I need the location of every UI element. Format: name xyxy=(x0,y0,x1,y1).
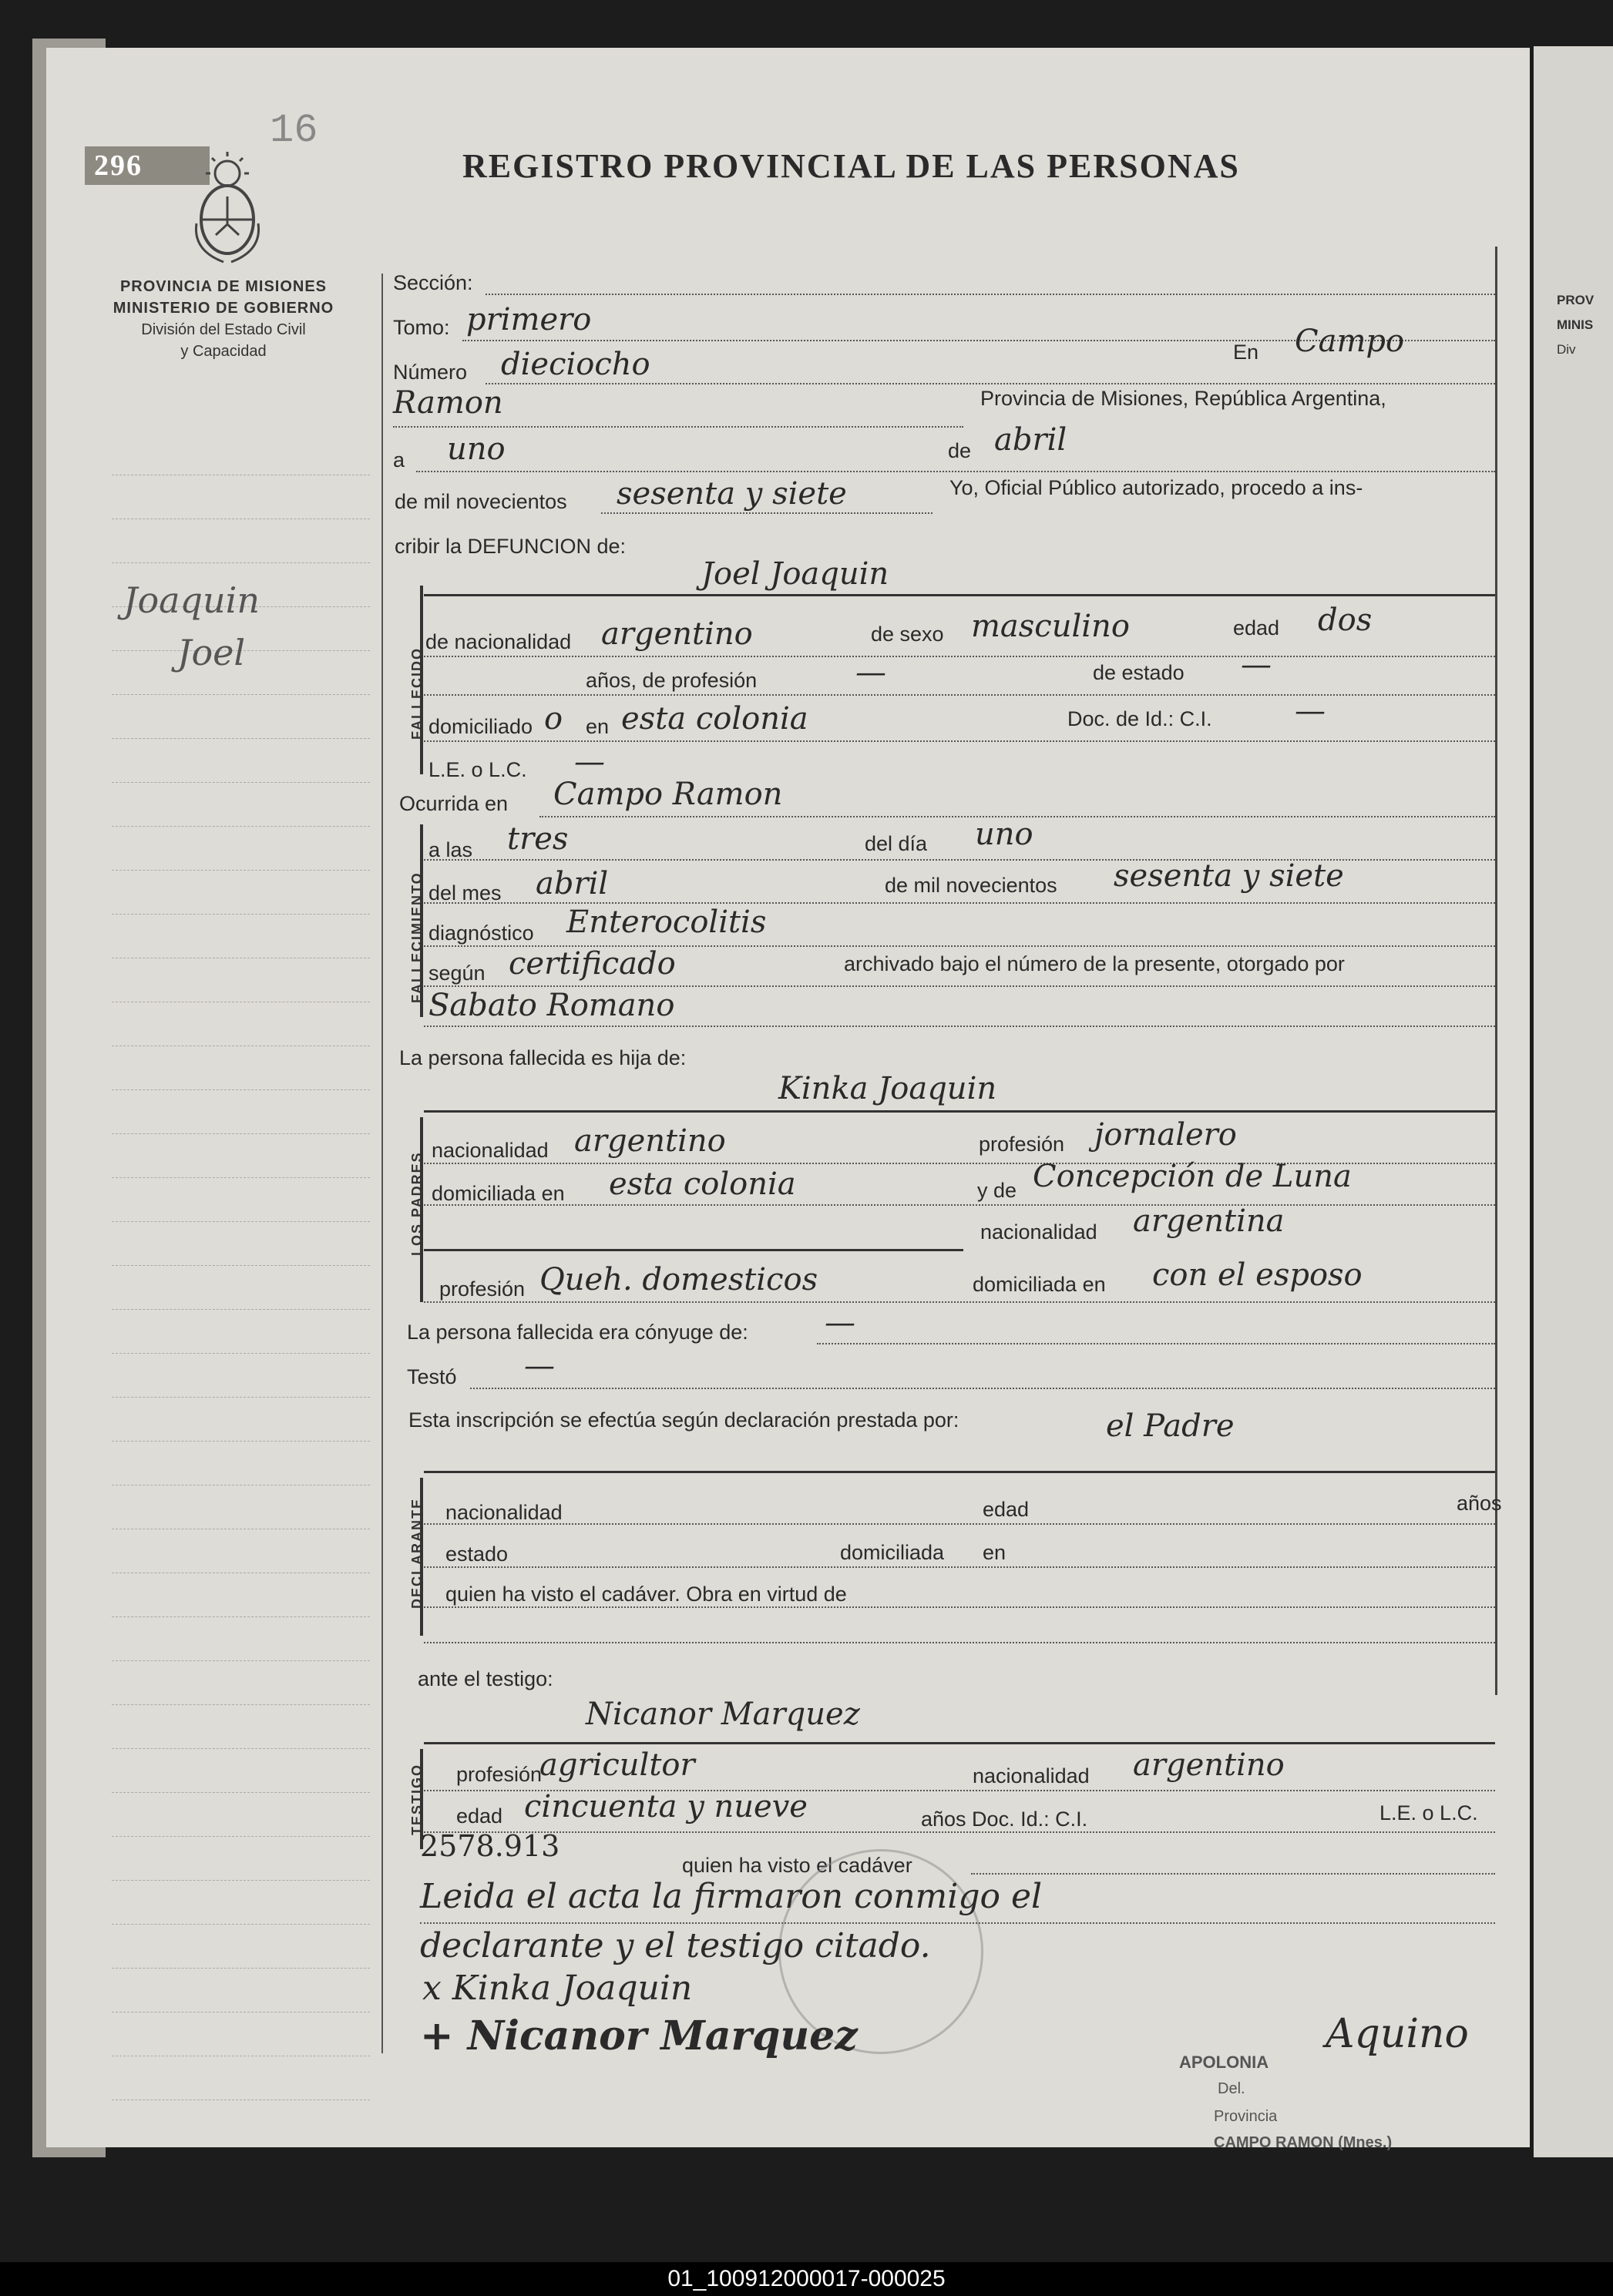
page-number-label: 296 xyxy=(85,146,210,185)
madre-nac-value: argentina xyxy=(1133,1203,1285,1239)
folio-number: 16 xyxy=(270,108,318,153)
a-label: a xyxy=(393,448,405,472)
fallecido-sexo-value: masculino xyxy=(971,609,1130,644)
agency-division: División del Estado Civil xyxy=(141,321,306,338)
anio-line xyxy=(601,512,933,514)
fallecido-nac-line xyxy=(424,655,1495,657)
testo-label: Testó xyxy=(407,1365,457,1388)
next-page-fragment-b: MINIS xyxy=(1557,317,1594,332)
testigo-section-label: TESTIGO xyxy=(409,1763,425,1835)
testigo-nac-value: argentino xyxy=(1133,1747,1285,1783)
agency-capacity: y Capacidad xyxy=(180,343,267,360)
testigo-edad-value: cincuenta y nueve xyxy=(524,1789,808,1824)
tomo-label: Tomo: xyxy=(393,316,450,339)
margin-note-surname: Joaquin xyxy=(123,579,260,621)
fallecido-section-label: FALLECIDO xyxy=(409,647,425,740)
numero-line xyxy=(486,382,1495,384)
seccion-line xyxy=(486,293,1495,295)
padre-dom-line xyxy=(424,1203,1495,1206)
madre-dom-label: domiciliada en xyxy=(973,1273,1106,1296)
madre-name: Concepción de Luna xyxy=(1033,1159,1352,1194)
fallecido-sexo-label: de sexo xyxy=(871,623,944,646)
fallecido-le-value: — xyxy=(574,744,605,780)
closing-line-1-rule xyxy=(420,1922,1495,1924)
segun-label: según xyxy=(428,962,486,985)
stamp-title: Del. xyxy=(1218,2080,1245,2097)
yde-label: y de xyxy=(977,1179,1017,1202)
ocurrida-value: Campo Ramon xyxy=(553,777,783,812)
padres-section xyxy=(409,1117,425,1302)
testigo-prof-label: profesión xyxy=(456,1763,543,1786)
testigo-nac-label: nacionalidad xyxy=(973,1764,1090,1787)
testigo-edad-label: edad xyxy=(456,1804,503,1828)
milnov-label: de mil novecientos xyxy=(395,490,567,513)
padres-intro: La persona fallecida es hija de: xyxy=(399,1046,687,1069)
testigo-edad-line xyxy=(424,1831,1495,1833)
page-title: REGISTRO PROVINCIAL DE LAS PERSONAS xyxy=(462,147,1240,185)
testo-value: — xyxy=(524,1348,555,1384)
dia-value: uno xyxy=(447,431,506,467)
fallecido-name: Joel Joaquin xyxy=(701,556,889,592)
stamp-location: CAMPO RAMON (Mnes.) xyxy=(1214,2134,1393,2151)
agency-province: PROVINCIA DE MISIONES xyxy=(119,278,328,295)
declarante-section-label: DECLARANTE xyxy=(409,1498,425,1609)
fallecido-profesion-value: — xyxy=(855,655,886,690)
stamp-province: Provincia xyxy=(1214,2108,1278,2125)
testigo-visto-label: quien ha visto el cadáver xyxy=(682,1854,912,1877)
mes-value-fallecimiento: abril xyxy=(536,866,609,901)
de-label: de xyxy=(948,439,972,462)
numero-value: dieciocho xyxy=(501,347,650,382)
milnov-label-fallecimiento: de mil novecientos xyxy=(885,874,1057,897)
testigo-prof-value: agricultor xyxy=(539,1747,695,1783)
madre-prof-line xyxy=(424,1301,1495,1303)
fallecimiento-section-label: FALLECIMIENTO xyxy=(409,871,425,1003)
fallecido-en-label: en xyxy=(586,715,610,738)
form-left-rule xyxy=(381,274,383,2053)
testigo-doc-number: 2578.913 xyxy=(420,1829,560,1863)
seccion-label: Sección: xyxy=(393,271,473,294)
padre-prof-value: jornalero xyxy=(1094,1117,1237,1153)
segun-line xyxy=(424,985,1495,987)
diagnostico-value: Enterocolitis xyxy=(566,905,767,940)
declarante-nac-line xyxy=(424,1522,1495,1525)
anio-value: sesenta y siete xyxy=(617,476,847,512)
testo-line xyxy=(470,1387,1495,1389)
testigo-name-line xyxy=(424,1741,1495,1744)
declarante-en-label: en xyxy=(983,1541,1006,1564)
declarante-section xyxy=(409,1478,425,1636)
signature-kinka: x Kinka Joaquin xyxy=(422,1969,693,2008)
fallecido-dom-value: esta colonia xyxy=(621,701,808,737)
padre-nac-value: argentino xyxy=(574,1123,726,1159)
hora-value: tres xyxy=(507,821,569,857)
fallecido-doc-label: Doc. de Id.: C.I. xyxy=(1067,707,1212,730)
padres-section-label: LOS PADRES xyxy=(409,1151,425,1256)
mes-label: del mes xyxy=(428,881,502,905)
conyuge-value: — xyxy=(825,1305,855,1341)
oficial-text: Yo, Oficial Público autorizado, procedo a ins- xyxy=(949,476,1363,499)
medico-value: Sabato Romano xyxy=(428,988,675,1023)
testigo-name: Nicanor Marquez xyxy=(586,1697,860,1732)
declarante-edad-label: edad xyxy=(983,1498,1030,1521)
margin-note-given-name: Joel xyxy=(177,632,246,673)
fallecido-anios-label: años, de profesión xyxy=(586,669,758,692)
image-id-footer: 01_100912000017-000025 xyxy=(0,2262,1613,2296)
archivado-text: archivado bajo el número de la presente, otorgado por xyxy=(844,952,1345,975)
padre-prof-label: profesión xyxy=(979,1133,1065,1156)
declarante-estado-line xyxy=(424,1566,1495,1568)
fallecido-dom-suffix: o xyxy=(544,701,563,737)
testigo-intro: ante el testigo: xyxy=(418,1667,553,1690)
fallecido-name-line xyxy=(424,593,1495,596)
declarante-name-line xyxy=(424,1470,1495,1473)
closing-line-2: declarante y el testigo citado. xyxy=(420,1926,931,1965)
padres-divider-line xyxy=(424,1248,963,1251)
fallecido-dom-label: domiciliado xyxy=(428,715,533,738)
padre-nac-label: nacionalidad xyxy=(432,1139,549,1162)
dia-value-fallecimiento: uno xyxy=(975,817,1033,852)
fallecido-le-label: L.E. o L.C. xyxy=(428,758,527,781)
fallecido-prof-line xyxy=(424,693,1495,696)
fallecimiento-section xyxy=(409,824,425,1017)
fallecido-edad-label: edad xyxy=(1233,616,1280,639)
declarante-estado-label: estado xyxy=(445,1542,509,1566)
madre-nac-label: nacionalidad xyxy=(980,1220,1097,1244)
declarante-anios-label: años xyxy=(1457,1492,1502,1515)
fallecido-section xyxy=(409,586,425,774)
next-page-fragment-c: Div xyxy=(1557,342,1576,357)
declarante-nac-label: nacionalidad xyxy=(445,1501,563,1524)
closing-line-1: Leida el acta la firmaron conmigo el xyxy=(420,1877,1043,1916)
madre-prof-value: Queh. domesticos xyxy=(539,1262,818,1297)
testigo-doc-label: años Doc. Id.: C.I. xyxy=(921,1808,1088,1831)
place-line xyxy=(393,425,963,428)
hora-label: a las xyxy=(428,838,473,861)
dia-label: del día xyxy=(865,832,928,855)
declarante-visto-label: quien ha visto el cadáver. Obra en virtud de xyxy=(445,1583,847,1606)
next-page-fragment-a: PROV xyxy=(1557,293,1595,307)
fallecido-doc-value: — xyxy=(1295,693,1326,729)
declarante-value: el Padre xyxy=(1106,1408,1235,1444)
margin-rule-lines xyxy=(112,431,370,2100)
numero-label: Número xyxy=(393,361,468,384)
fallecido-estado-label: de estado xyxy=(1093,661,1185,684)
padre-name-line xyxy=(424,1109,1495,1113)
ocurrida-label: Ocurrida en xyxy=(399,792,509,815)
en-value: Campo xyxy=(1295,324,1405,359)
agency-block xyxy=(108,276,339,362)
fallecido-edad-value: dos xyxy=(1318,603,1373,638)
agency-ministry: MINISTERIO DE GOBIERNO xyxy=(113,300,334,317)
madre-prof-label: profesión xyxy=(439,1277,526,1301)
coat-of-arms-icon xyxy=(189,150,266,266)
mes-line xyxy=(424,901,1495,904)
next-page-edge xyxy=(1534,46,1613,2157)
provincia-text: Provincia de Misiones, República Argentina, xyxy=(980,387,1386,410)
segun-value: certificado xyxy=(509,946,676,982)
testigo-le-label: L.E. o L.C. xyxy=(1379,1801,1478,1824)
stamp-name: APOLONIA xyxy=(1179,2053,1269,2072)
madre-dom-value: con el esposo xyxy=(1152,1257,1363,1293)
fallecido-estado-value: — xyxy=(1241,647,1272,683)
diagnostico-label: diagnóstico xyxy=(428,921,534,945)
medico-line xyxy=(424,1025,1495,1027)
declarante-intro: Esta inscripción se efectúa según declaración prestada por: xyxy=(408,1408,959,1432)
padre-dom-label: domiciliada en xyxy=(432,1182,565,1205)
fecha-line xyxy=(416,470,1495,472)
conyuge-line xyxy=(817,1342,1495,1344)
padre-dom-value: esta colonia xyxy=(609,1166,796,1202)
conyuge-label: La persona fallecida era cónyuge de: xyxy=(407,1321,748,1344)
declarante-dom-label: domiciliada xyxy=(840,1541,945,1564)
testigo-visto-line xyxy=(971,1872,1495,1875)
place-continuation: Ramon xyxy=(393,385,503,421)
tomo-value: primero xyxy=(466,302,592,337)
inscribir-text: cribir la DEFUNCION de: xyxy=(395,535,627,558)
form-right-rule xyxy=(1495,247,1497,1695)
anio-value-fallecimiento: sesenta y siete xyxy=(1114,858,1344,894)
padre-name: Kinka Joaquin xyxy=(778,1071,997,1106)
signature-nicanor: + Nicanor Marquez xyxy=(420,2012,858,2059)
mes-value: abril xyxy=(994,422,1067,458)
en-label: En xyxy=(1233,341,1259,364)
declarante-extra-line xyxy=(424,1641,1495,1643)
signature-official: Aquino xyxy=(1326,2011,1469,2057)
fallecido-nac-label: de nacionalidad xyxy=(425,630,572,653)
fallecido-nac-value: argentino xyxy=(601,616,753,652)
fallecido-dom-line xyxy=(424,740,1495,742)
declarante-visto-line xyxy=(424,1606,1495,1608)
